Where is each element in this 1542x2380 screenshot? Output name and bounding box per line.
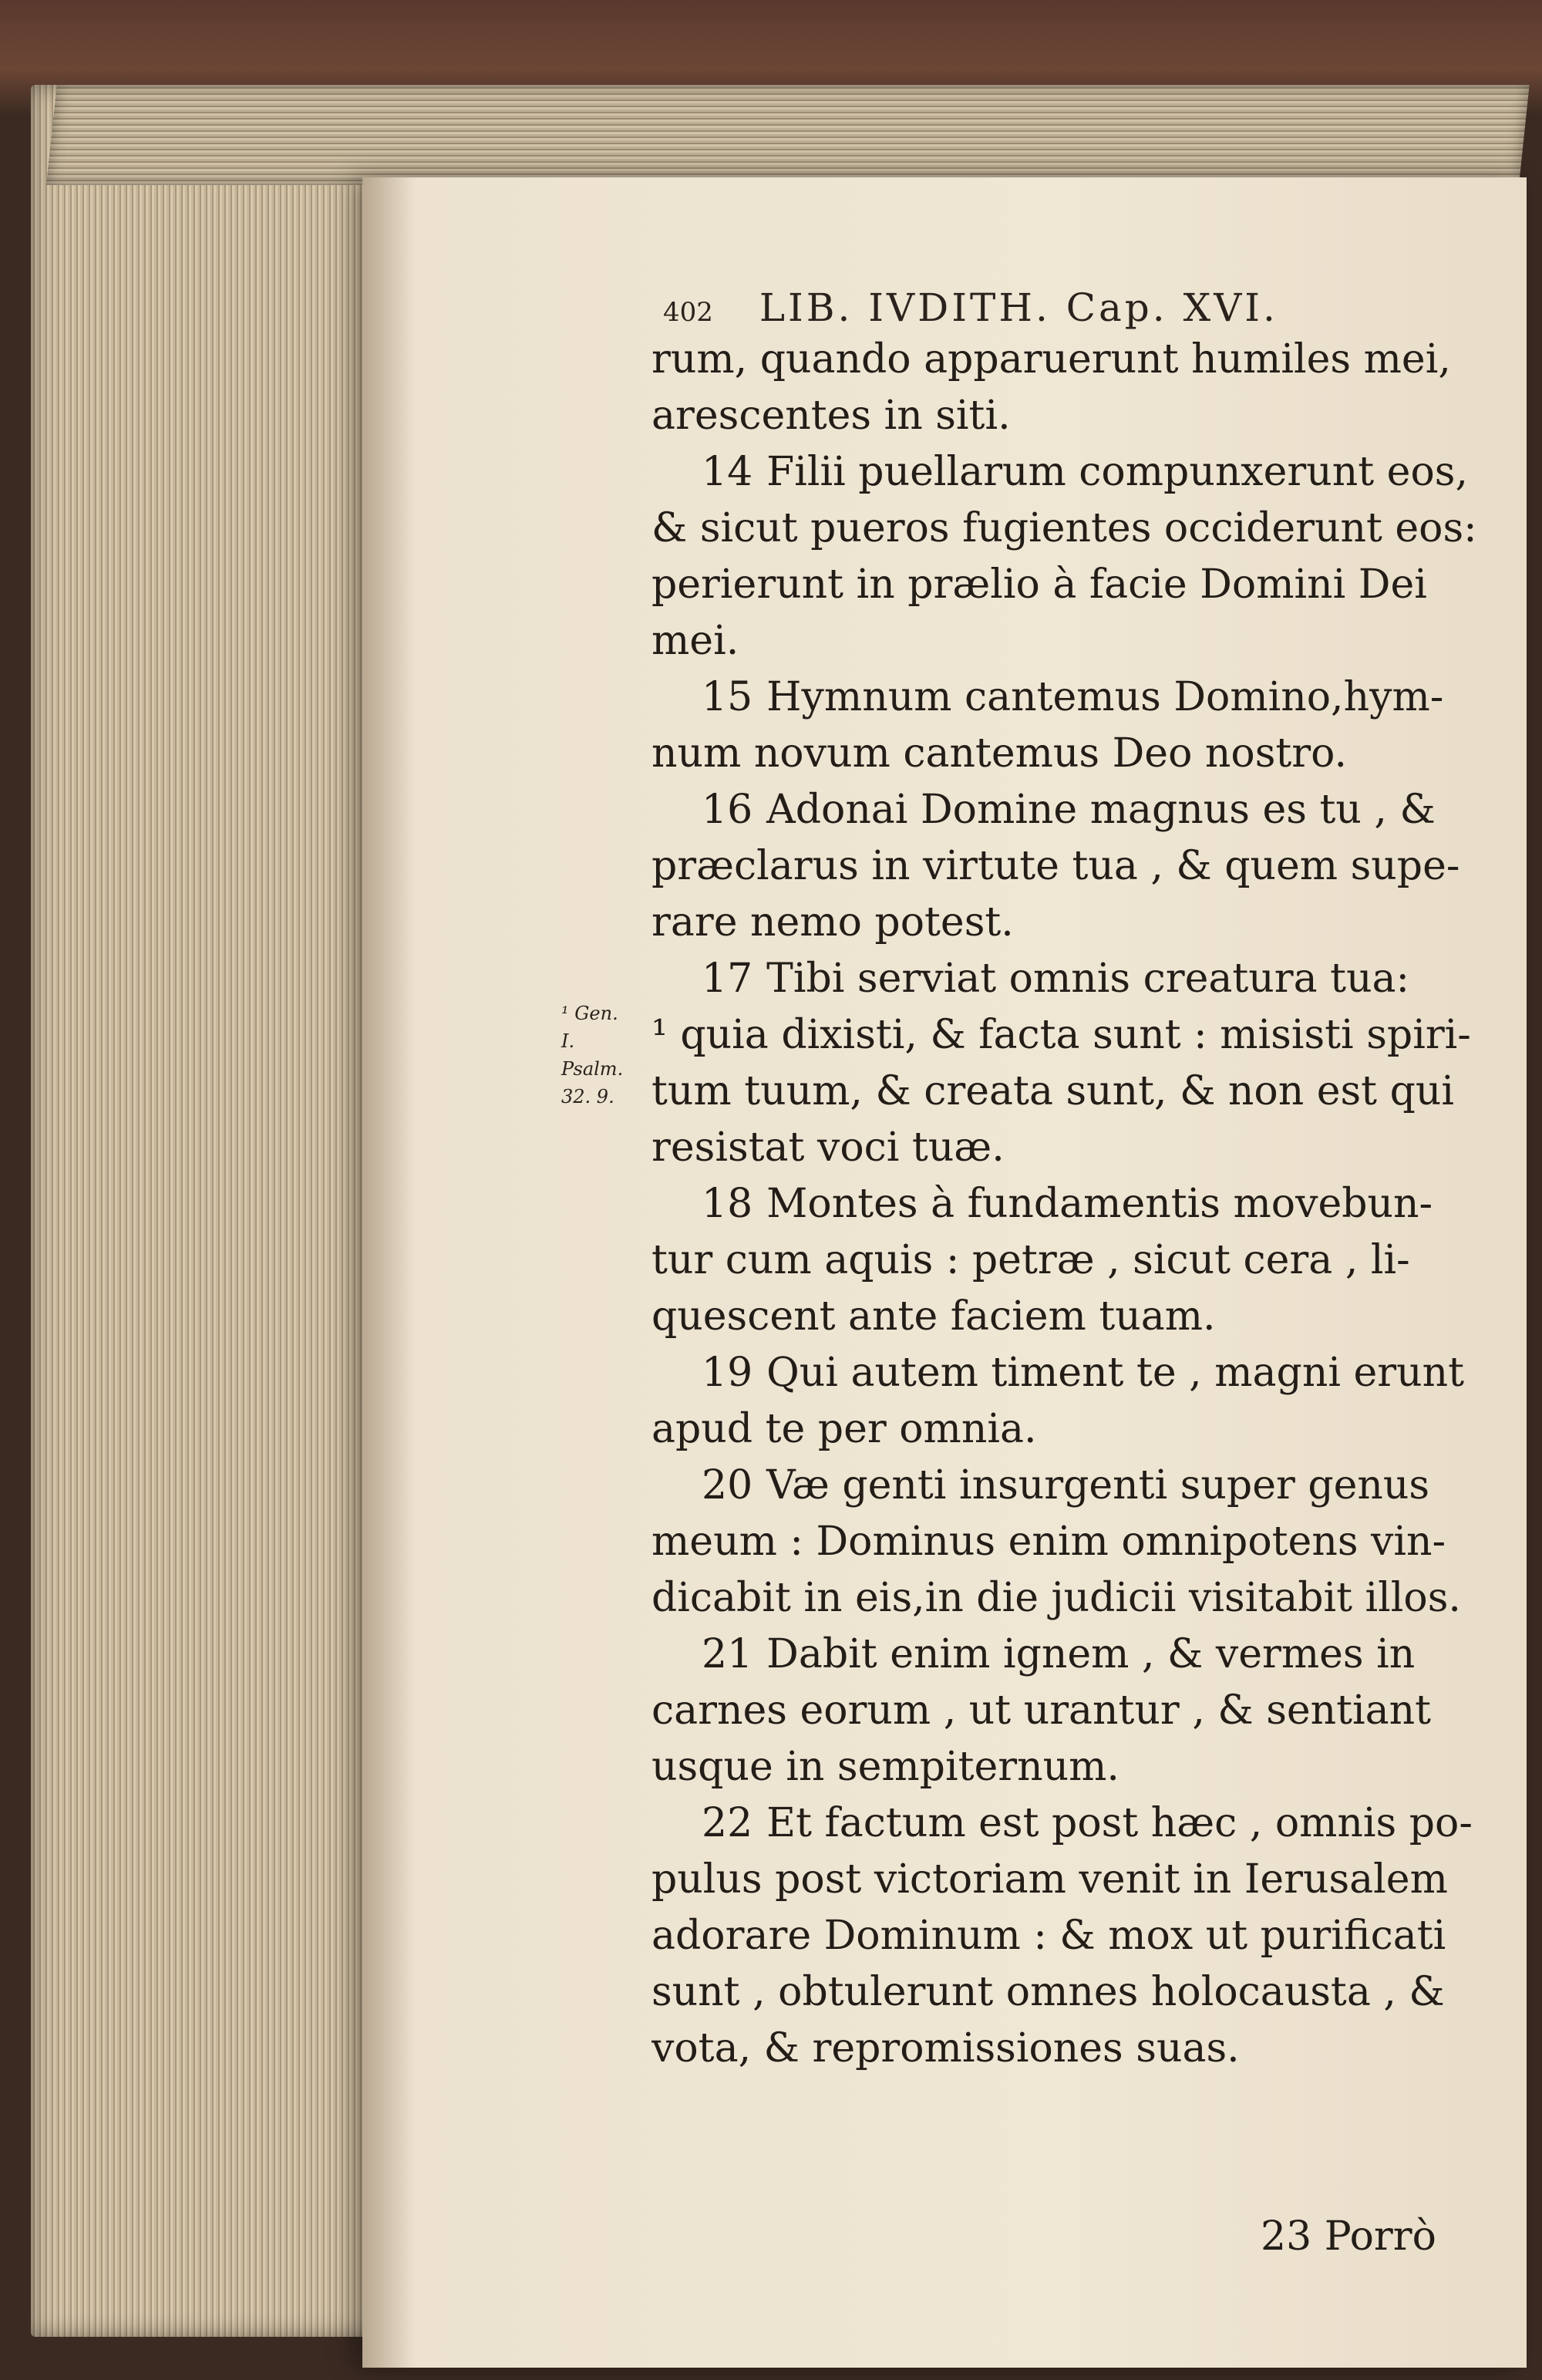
margin-note-line: Psalm. bbox=[561, 1058, 624, 1080]
verse-number: 15 bbox=[702, 674, 753, 720]
page-edges-left bbox=[31, 85, 386, 2337]
text-line bbox=[651, 1064, 1511, 1120]
body-text bbox=[651, 332, 1511, 2077]
margin-note-line: 32. 9. bbox=[561, 1086, 614, 1107]
line-text: dicabit in eis,in die judicii visitabit illos. bbox=[651, 1575, 1461, 1621]
verse-number: 21 bbox=[702, 1631, 753, 1677]
text-line bbox=[651, 1795, 1511, 1852]
running-head bbox=[663, 285, 1511, 330]
text-line bbox=[651, 1345, 1511, 1401]
verse-number: 16 bbox=[702, 787, 753, 833]
line-text: Adonai Domine magnus es tu , & bbox=[766, 787, 1436, 833]
text-line bbox=[651, 1908, 1511, 1964]
text-line bbox=[651, 1570, 1511, 1627]
line-text: præclarus in virtute tua , & quem supe- bbox=[651, 843, 1460, 889]
margin-note-line: ¹ Gen. bbox=[561, 1003, 618, 1024]
verse-number: 22 bbox=[702, 1800, 753, 1846]
verse-number: 18 bbox=[702, 1181, 753, 1227]
line-text: quescent ante faciem tuam. bbox=[651, 1293, 1216, 1340]
verse-number: 20 bbox=[702, 1462, 753, 1509]
line-text: pulus post victoriam venit in Ierusalem bbox=[651, 1856, 1448, 1903]
line-text: usque in sempiternum. bbox=[651, 1744, 1119, 1790]
margin-note-line: I. bbox=[561, 1030, 575, 1052]
verse-number: 17 bbox=[702, 956, 753, 1002]
text-line bbox=[651, 388, 1511, 444]
text-line bbox=[651, 1627, 1511, 1683]
text-line bbox=[651, 1683, 1511, 1739]
text-line bbox=[651, 332, 1511, 388]
text-line bbox=[651, 1458, 1511, 1514]
text-line bbox=[651, 501, 1511, 557]
text-line bbox=[651, 557, 1511, 613]
line-text: num novum cantemus Deo nostro. bbox=[651, 730, 1348, 777]
line-text: sunt , obtulerunt omnes holocausta , & bbox=[651, 1969, 1445, 2015]
text-line bbox=[651, 669, 1511, 726]
line-text: Væ genti insurgenti super genus bbox=[766, 1462, 1430, 1509]
line-text: Et factum est post hæc , omnis po- bbox=[766, 1800, 1473, 1846]
text-line bbox=[651, 1007, 1511, 1064]
line-text: rum, quando apparuerunt humiles mei, bbox=[651, 336, 1451, 383]
line-text: perierunt in prælio à facie Domini Dei bbox=[651, 561, 1427, 608]
line-text: rare nemo potest. bbox=[651, 899, 1014, 946]
text-line bbox=[651, 895, 1511, 951]
line-text: mei. bbox=[651, 618, 739, 664]
line-text: adorare Dominum : & mox ut purificati bbox=[651, 1913, 1446, 1959]
text-line bbox=[651, 951, 1511, 1007]
line-text: Filii puellarum compunxerunt eos, bbox=[766, 449, 1468, 495]
line-text: carnes eorum , ut urantur , & sentiant bbox=[651, 1687, 1432, 1734]
text-line bbox=[651, 838, 1511, 895]
line-text: Qui autem timent te , magni erunt bbox=[766, 1350, 1464, 1396]
text-line bbox=[651, 444, 1511, 501]
page-edges-top bbox=[46, 85, 1530, 185]
text-line bbox=[651, 1852, 1511, 1908]
catchword: 23 Porrò bbox=[1261, 2213, 1436, 2260]
line-text: ¹ quia dixisti, & facta sunt : misisti spiri- bbox=[651, 1012, 1471, 1058]
margin-reference bbox=[561, 1000, 650, 1111]
line-text: Tibi serviat omnis creatura tua: bbox=[766, 956, 1410, 1002]
page-number: 402 bbox=[663, 297, 713, 328]
line-text: vota, & repromissiones suas. bbox=[651, 2025, 1240, 2072]
text-line bbox=[651, 1120, 1511, 1176]
text-line bbox=[651, 1289, 1511, 1345]
line-text: Montes à fundamentis movebun- bbox=[766, 1181, 1433, 1227]
line-text: meum : Dominus enim omnipotens vin- bbox=[651, 1519, 1446, 1565]
line-text: tum tuum, & creata sunt, & non est qui bbox=[651, 1068, 1455, 1114]
page-gutter-shadow bbox=[362, 177, 416, 2368]
text-line bbox=[651, 1232, 1511, 1289]
line-text: & sicut pueros fugientes occiderunt eos: bbox=[651, 505, 1477, 551]
text-line bbox=[651, 1964, 1511, 2021]
line-text: Hymnum cantemus Domino,hym- bbox=[766, 674, 1444, 720]
text-line bbox=[651, 782, 1511, 838]
text-line bbox=[651, 726, 1511, 782]
line-text: tur cum aquis : petræ , sicut cera , li- bbox=[651, 1237, 1410, 1283]
text-line bbox=[651, 1401, 1511, 1458]
line-text: apud te per omnia. bbox=[651, 1406, 1037, 1452]
line-text: arescentes in siti. bbox=[651, 393, 1011, 439]
running-head-title: LIB. IVDITH. Cap. XVI. bbox=[759, 285, 1278, 330]
verse-number: 14 bbox=[702, 449, 753, 495]
text-line bbox=[651, 1739, 1511, 1795]
line-text: resistat voci tuæ. bbox=[651, 1124, 1005, 1171]
text-line bbox=[651, 1176, 1511, 1232]
verse-number: 19 bbox=[702, 1350, 753, 1396]
line-text: Dabit enim ignem , & vermes in bbox=[766, 1631, 1416, 1677]
text-line bbox=[651, 2021, 1511, 2077]
text-line bbox=[651, 1514, 1511, 1570]
text-line bbox=[651, 613, 1511, 669]
